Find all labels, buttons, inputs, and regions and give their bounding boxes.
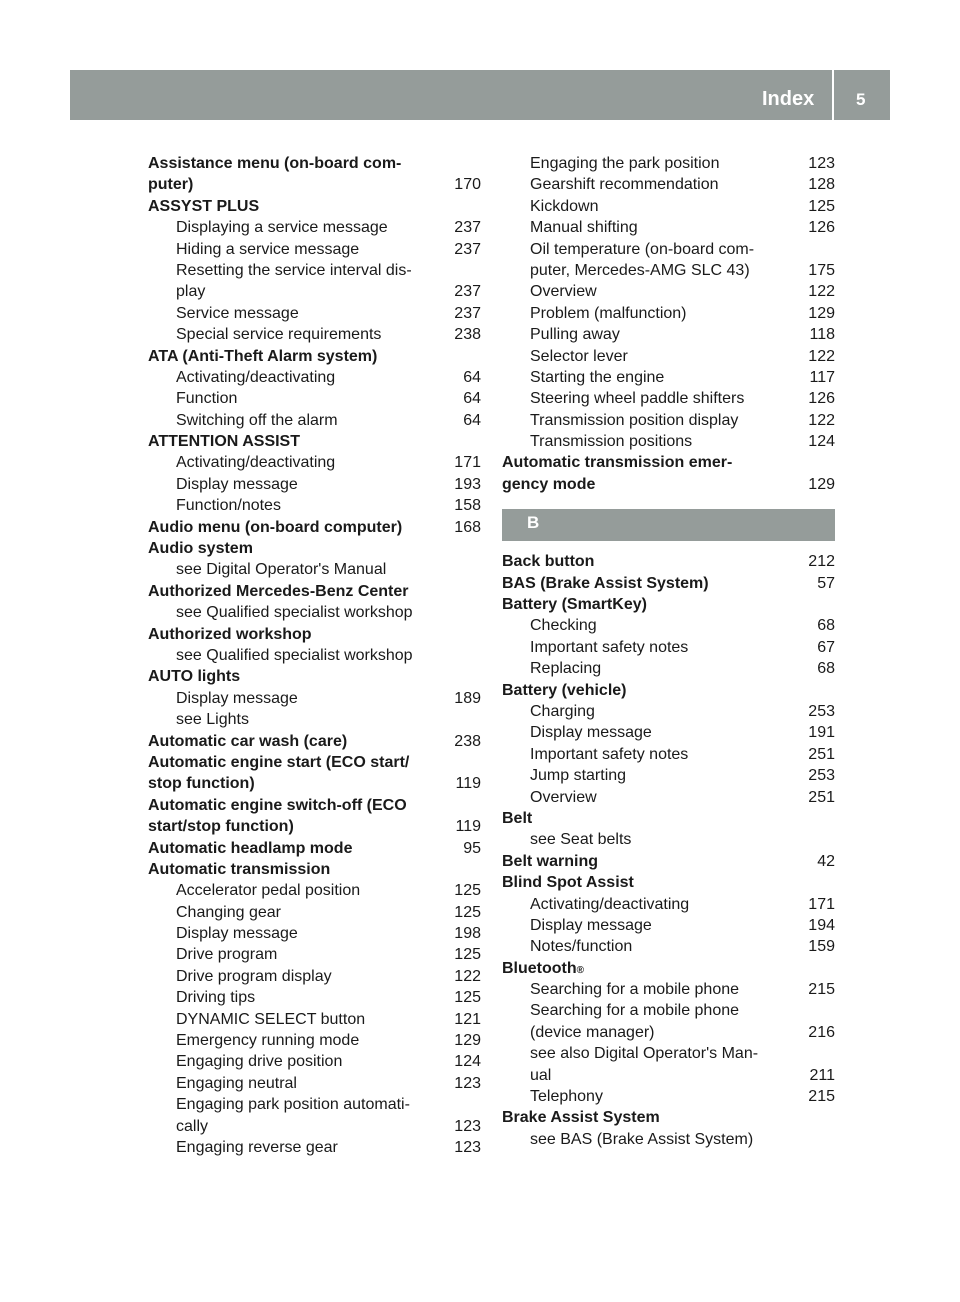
section-title: Index xyxy=(762,88,815,110)
index-column-right xyxy=(502,153,835,1150)
entry-text: (device manager) xyxy=(530,1023,655,1041)
entry-text: Starting the engine xyxy=(530,368,665,386)
index-entry[interactable] xyxy=(148,816,481,837)
index-subentry[interactable] xyxy=(148,645,481,666)
entry-text: AUTO lights xyxy=(148,668,241,686)
index-subentry[interactable] xyxy=(148,902,481,923)
page-number: 5 xyxy=(856,90,866,109)
entry-text: Activating/deactivating xyxy=(176,368,336,386)
index-subentry[interactable] xyxy=(502,303,835,324)
entry-text: Searching for a mobile phone xyxy=(530,1002,740,1020)
entry-text: Automatic headlamp mode xyxy=(148,839,353,857)
entry-text: Kickdown xyxy=(530,197,599,215)
index-subentry[interactable] xyxy=(148,474,481,495)
entry-text: Automatic engine start (ECO start/ xyxy=(148,753,410,771)
page-reference[interactable]: 212 xyxy=(808,553,835,571)
page-reference[interactable]: 64 xyxy=(463,411,481,429)
page-reference[interactable]: 211 xyxy=(809,1066,835,1084)
entry-text: Belt xyxy=(502,809,533,827)
index-subentry[interactable] xyxy=(502,658,835,679)
index-subentry[interactable] xyxy=(502,431,835,452)
index-entry[interactable] xyxy=(502,851,835,872)
entry-text: see Digital Operator's Manual xyxy=(176,561,387,579)
entry-text: ATTENTION ASSIST xyxy=(148,433,300,451)
entry-text: Battery (SmartKey) xyxy=(502,596,647,614)
index-subentry[interactable] xyxy=(502,637,835,658)
entry-text: Changing gear xyxy=(176,903,281,921)
page-reference[interactable]: 129 xyxy=(454,1032,481,1050)
entry-text: Brake Assist System xyxy=(502,1109,660,1127)
page-reference[interactable]: 119 xyxy=(455,818,481,836)
index-subentry[interactable] xyxy=(148,1009,481,1030)
index-subentry[interactable] xyxy=(502,744,835,765)
page-reference[interactable]: 126 xyxy=(808,390,835,408)
entry-text: Function xyxy=(176,390,238,408)
entry-text: Audio system xyxy=(148,540,253,558)
index-subentry[interactable] xyxy=(502,346,835,367)
index-list-right-top xyxy=(502,153,835,495)
index-subentry[interactable] xyxy=(502,217,835,238)
index-subentry[interactable] xyxy=(148,944,481,965)
entry-text: Important safety notes xyxy=(530,638,689,656)
page-reference[interactable]: 128 xyxy=(808,176,835,194)
entry-text: Automatic transmission xyxy=(148,860,331,878)
index-subentry[interactable] xyxy=(502,153,835,174)
entry-text: Engaging park position automati- xyxy=(176,1096,410,1114)
entry-text: Transmission position display xyxy=(530,411,739,429)
entry-text: Searching for a mobile phone xyxy=(530,981,740,999)
index-column-left xyxy=(148,153,481,1158)
index-entry[interactable] xyxy=(148,174,481,195)
page-reference[interactable]: 68 xyxy=(817,660,835,678)
entry-text: Overview xyxy=(530,283,597,301)
entry-text: Jump starting xyxy=(530,767,627,785)
page-reference[interactable]: 171 xyxy=(454,454,481,472)
index-subentry[interactable] xyxy=(502,324,835,345)
page-reference[interactable]: 122 xyxy=(808,347,835,365)
page-reference[interactable]: 125 xyxy=(454,989,481,1007)
entry-text: Charging xyxy=(530,702,595,720)
page-reference[interactable]: 118 xyxy=(809,326,835,344)
page-reference[interactable]: 251 xyxy=(808,788,835,806)
index-entry[interactable] xyxy=(148,538,481,559)
page-reference[interactable]: 251 xyxy=(808,745,835,763)
entry-text: cally xyxy=(176,1117,209,1135)
entry-text: Activating/deactivating xyxy=(176,454,336,472)
index-subentry[interactable] xyxy=(502,1022,835,1043)
entry-text: Hiding a service message xyxy=(176,240,360,258)
index-subentry[interactable] xyxy=(148,880,481,901)
page-reference[interactable]: 175 xyxy=(808,261,835,279)
page-reference[interactable]: 237 xyxy=(454,240,481,258)
page-reference[interactable]: 237 xyxy=(454,219,481,237)
page-reference[interactable]: 95 xyxy=(463,839,481,857)
page-reference[interactable]: 215 xyxy=(808,981,835,999)
entry-text: Special service requirements xyxy=(176,326,382,344)
entry-text: Engaging neutral xyxy=(176,1074,297,1092)
page-reference[interactable]: 193 xyxy=(454,475,481,493)
page-reference[interactable]: 64 xyxy=(463,390,481,408)
index-list-right-bottom xyxy=(502,551,835,1150)
entry-text: see Qualified specialist workshop xyxy=(176,646,413,664)
entry-text: Engaging drive position xyxy=(176,1053,343,1071)
index-entry[interactable] xyxy=(148,838,481,859)
entry-text: DYNAMIC SELECT button xyxy=(176,1010,366,1028)
entry-text: stop function) xyxy=(148,775,255,793)
index-entry[interactable] xyxy=(148,624,481,645)
index-entry[interactable] xyxy=(502,808,835,829)
index-subentry[interactable] xyxy=(148,987,481,1008)
page-reference[interactable]: 170 xyxy=(454,176,481,194)
index-subentry[interactable] xyxy=(502,260,835,281)
entry-text: Assistance menu (on-board com- xyxy=(148,155,402,172)
page-reference[interactable]: 126 xyxy=(808,219,835,237)
page-reference[interactable]: 171 xyxy=(808,895,835,913)
index-entry[interactable] xyxy=(502,872,835,893)
index-subentry[interactable] xyxy=(148,688,481,709)
page-reference[interactable]: 159 xyxy=(808,938,835,956)
index-subentry[interactable] xyxy=(502,1043,835,1064)
index-subentry[interactable] xyxy=(502,701,835,722)
index-subentry[interactable] xyxy=(502,829,835,850)
entry-text: Selector lever xyxy=(530,347,628,365)
entry-text: Authorized workshop xyxy=(148,625,312,643)
index-subentry[interactable] xyxy=(148,281,481,302)
entry-text: Display message xyxy=(530,724,652,742)
page-reference[interactable]: 215 xyxy=(808,1088,835,1106)
page-reference[interactable]: 64 xyxy=(463,368,481,386)
entry-text: Battery (vehicle) xyxy=(502,681,627,699)
index-entry[interactable] xyxy=(502,680,835,701)
entry-text: Checking xyxy=(530,617,597,635)
index-entry[interactable]: Bluetooth ® xyxy=(502,958,835,979)
index-subentry[interactable] xyxy=(148,217,481,238)
index-subentry[interactable] xyxy=(148,260,481,281)
entry-text: see Qualified specialist workshop xyxy=(176,604,413,622)
letter-section-band xyxy=(502,509,835,541)
entry-text: Accelerator pedal position xyxy=(176,882,361,900)
page-reference[interactable]: 194 xyxy=(808,916,835,934)
entry-text: Automatic engine switch-off (ECO xyxy=(148,796,407,814)
index-subentry[interactable] xyxy=(502,410,835,431)
entry-text: Display message xyxy=(530,916,652,934)
index-entry[interactable] xyxy=(148,581,481,602)
entry-text: Back button xyxy=(502,553,595,571)
entry-text: Drive program xyxy=(176,946,278,964)
entry-text: Bluetooth xyxy=(502,959,577,977)
entry-text: Authorized Mercedes-Benz Center xyxy=(148,582,409,600)
page-reference[interactable]: 125 xyxy=(454,903,481,921)
index-subentry[interactable] xyxy=(148,1094,481,1115)
index-subentry[interactable] xyxy=(502,915,835,936)
entry-text: see BAS (Brake Assist System) xyxy=(530,1130,754,1148)
page-reference[interactable]: 124 xyxy=(808,433,835,451)
entry-text: Switching off the alarm xyxy=(176,411,338,429)
index-subentry[interactable] xyxy=(148,367,481,388)
letter-section-label: B xyxy=(527,513,540,533)
index-subentry[interactable] xyxy=(502,196,835,217)
index-subentry[interactable] xyxy=(502,894,835,915)
index-subentry[interactable] xyxy=(148,1073,481,1094)
index-subentry[interactable] xyxy=(502,936,835,957)
entry-text: puter) xyxy=(148,176,194,194)
index-subentry[interactable] xyxy=(502,765,835,786)
index-subentry[interactable] xyxy=(148,966,481,987)
page-reference[interactable]: 253 xyxy=(808,767,835,785)
entry-text: Audio menu (on-board computer) xyxy=(148,518,403,536)
entry-text: puter, Mercedes-AMG SLC 43) xyxy=(530,261,750,279)
entry-text: Important safety notes xyxy=(530,745,689,763)
entry-text: Belt warning xyxy=(502,852,599,870)
page-reference[interactable]: 121 xyxy=(454,1010,481,1028)
entry-text: Steering wheel paddle shifters xyxy=(530,390,745,408)
index-subentry[interactable] xyxy=(502,615,835,636)
index-subentry[interactable] xyxy=(502,367,835,388)
index-subentry[interactable] xyxy=(148,709,481,730)
entry-text: Pulling away xyxy=(530,326,620,344)
entry-text: Function/notes xyxy=(176,497,281,515)
page-reference[interactable]: 125 xyxy=(454,882,481,900)
index-subentry[interactable] xyxy=(148,452,481,473)
index-entry[interactable] xyxy=(148,752,481,773)
entry-text: Display message xyxy=(176,475,298,493)
page-reference[interactable]: 238 xyxy=(454,326,481,344)
entry-text: see also Digital Operator's Man- xyxy=(530,1045,759,1063)
index-entry[interactable] xyxy=(502,474,835,495)
entry-text: ASSYST PLUS xyxy=(148,197,260,215)
page-reference[interactable]: 125 xyxy=(808,197,835,215)
index-subentry[interactable] xyxy=(502,1086,835,1107)
entry-text: Service message xyxy=(176,304,299,322)
index-subentry[interactable] xyxy=(148,1030,481,1051)
page-reference[interactable]: 216 xyxy=(808,1023,835,1041)
index-entry[interactable] xyxy=(502,551,835,572)
entry-text: Engaging reverse gear xyxy=(176,1138,338,1156)
index-subentry[interactable] xyxy=(502,1065,835,1086)
index-entry[interactable] xyxy=(148,731,481,752)
page-reference[interactable]: 123 xyxy=(454,1138,481,1156)
entry-text: Display message xyxy=(176,925,298,943)
index-entry[interactable] xyxy=(148,196,481,217)
entry-text: Resetting the service interval dis- xyxy=(176,261,412,279)
entry-text: gency mode xyxy=(502,475,596,493)
index-entry[interactable] xyxy=(502,1107,835,1128)
page-reference[interactable]: 122 xyxy=(808,411,835,429)
index-entry[interactable] xyxy=(148,666,481,687)
index-subentry[interactable] xyxy=(148,239,481,260)
page-reference[interactable]: 168 xyxy=(454,518,481,536)
entry-text: Replacing xyxy=(530,660,602,678)
entry-text: Emergency running mode xyxy=(176,1032,360,1050)
page-reference[interactable]: 123 xyxy=(808,155,835,172)
entry-text: Driving tips xyxy=(176,989,256,1007)
index-subentry[interactable] xyxy=(502,239,835,260)
entry-text: Blind Spot Assist xyxy=(502,874,634,892)
index-entry[interactable] xyxy=(148,346,481,367)
index-subentry[interactable] xyxy=(502,388,835,409)
entry-text: Display message xyxy=(176,689,298,707)
entry-text: see Lights xyxy=(176,711,249,729)
entry-text: start/stop function) xyxy=(148,818,294,836)
entry-text: Manual shifting xyxy=(530,219,638,237)
index-subentry[interactable] xyxy=(148,303,481,324)
entry-text: BAS (Brake Assist System) xyxy=(502,574,709,592)
index-entry[interactable] xyxy=(148,431,481,452)
entry-text: Telephony xyxy=(530,1088,603,1106)
page-reference[interactable]: 191 xyxy=(808,724,835,742)
index-subentry[interactable] xyxy=(502,979,835,1000)
page-reference[interactable]: 117 xyxy=(809,368,835,386)
index-entry[interactable] xyxy=(148,795,481,816)
page-reference[interactable]: 237 xyxy=(454,283,481,301)
page-reference[interactable]: 123 xyxy=(454,1074,481,1092)
entry-text: Activating/deactivating xyxy=(530,895,690,913)
entry-text: play xyxy=(176,283,206,301)
entry-text: Displaying a service message xyxy=(176,219,388,237)
index-entry[interactable] xyxy=(148,153,481,174)
entry-text: Gearshift recommendation xyxy=(530,176,719,194)
page-reference[interactable]: 158 xyxy=(454,497,481,515)
page-reference[interactable]: 125 xyxy=(454,946,481,964)
entry-text: Notes/function xyxy=(530,938,633,956)
entry-text: Transmission positions xyxy=(530,433,693,451)
index-subentry[interactable] xyxy=(148,923,481,944)
index-subentry[interactable] xyxy=(148,324,481,345)
index-entry[interactable] xyxy=(148,859,481,880)
index-subentry[interactable] xyxy=(148,495,481,516)
page-reference[interactable]: 67 xyxy=(817,638,835,656)
entry-text: ual xyxy=(530,1066,552,1084)
index-entry[interactable] xyxy=(502,452,835,473)
index-subentry[interactable] xyxy=(148,410,481,431)
page-reference[interactable]: 129 xyxy=(808,304,835,322)
page-reference[interactable]: 129 xyxy=(808,475,835,493)
page-reference[interactable]: 123 xyxy=(454,1117,481,1135)
index-subentry[interactable] xyxy=(502,1000,835,1021)
page-reference[interactable]: 122 xyxy=(808,283,835,301)
index-subentry[interactable] xyxy=(502,722,835,743)
entry-text: see Seat belts xyxy=(530,831,632,849)
page-reference[interactable]: 57 xyxy=(817,574,835,592)
entry-text: Automatic transmission emer- xyxy=(502,454,733,472)
entry-text: ATA (Anti-Theft Alarm system) xyxy=(148,347,378,365)
index-subentry[interactable] xyxy=(502,1129,835,1150)
page-reference[interactable]: 238 xyxy=(454,732,481,750)
index-subentry[interactable] xyxy=(502,174,835,195)
index-subentry[interactable] xyxy=(148,1051,481,1072)
index-subentry[interactable] xyxy=(148,1137,481,1158)
entry-text: Engaging the park position xyxy=(530,155,720,172)
entry-text: Overview xyxy=(530,788,597,806)
page-reference[interactable]: 124 xyxy=(454,1053,481,1071)
page-reference[interactable]: 119 xyxy=(455,775,481,793)
entry-text: Oil temperature (on-board com- xyxy=(530,240,755,258)
page-reference[interactable]: 42 xyxy=(817,852,835,870)
entry-text: Problem (malfunction) xyxy=(530,304,687,322)
index-entry[interactable] xyxy=(502,594,835,615)
page-reference[interactable]: 237 xyxy=(454,304,481,322)
page-reference[interactable]: 198 xyxy=(454,925,481,943)
index-subentry[interactable] xyxy=(502,281,835,302)
entry-text: Automatic car wash (care) xyxy=(148,732,348,750)
index-subentry[interactable] xyxy=(148,388,481,409)
page-reference[interactable]: 122 xyxy=(454,967,481,985)
header-divider xyxy=(832,70,834,120)
page-reference[interactable]: 253 xyxy=(808,702,835,720)
index-subentry[interactable] xyxy=(148,602,481,623)
index-subentry[interactable] xyxy=(502,787,835,808)
index-entry[interactable] xyxy=(502,573,835,594)
entry-text: Drive program display xyxy=(176,967,332,985)
page-reference[interactable]: 68 xyxy=(817,617,835,635)
index-entry[interactable] xyxy=(148,517,481,538)
index-subentry[interactable] xyxy=(148,1116,481,1137)
page-reference[interactable]: 189 xyxy=(454,689,481,707)
index-entry[interactable] xyxy=(148,773,481,794)
index-subentry[interactable] xyxy=(148,559,481,580)
